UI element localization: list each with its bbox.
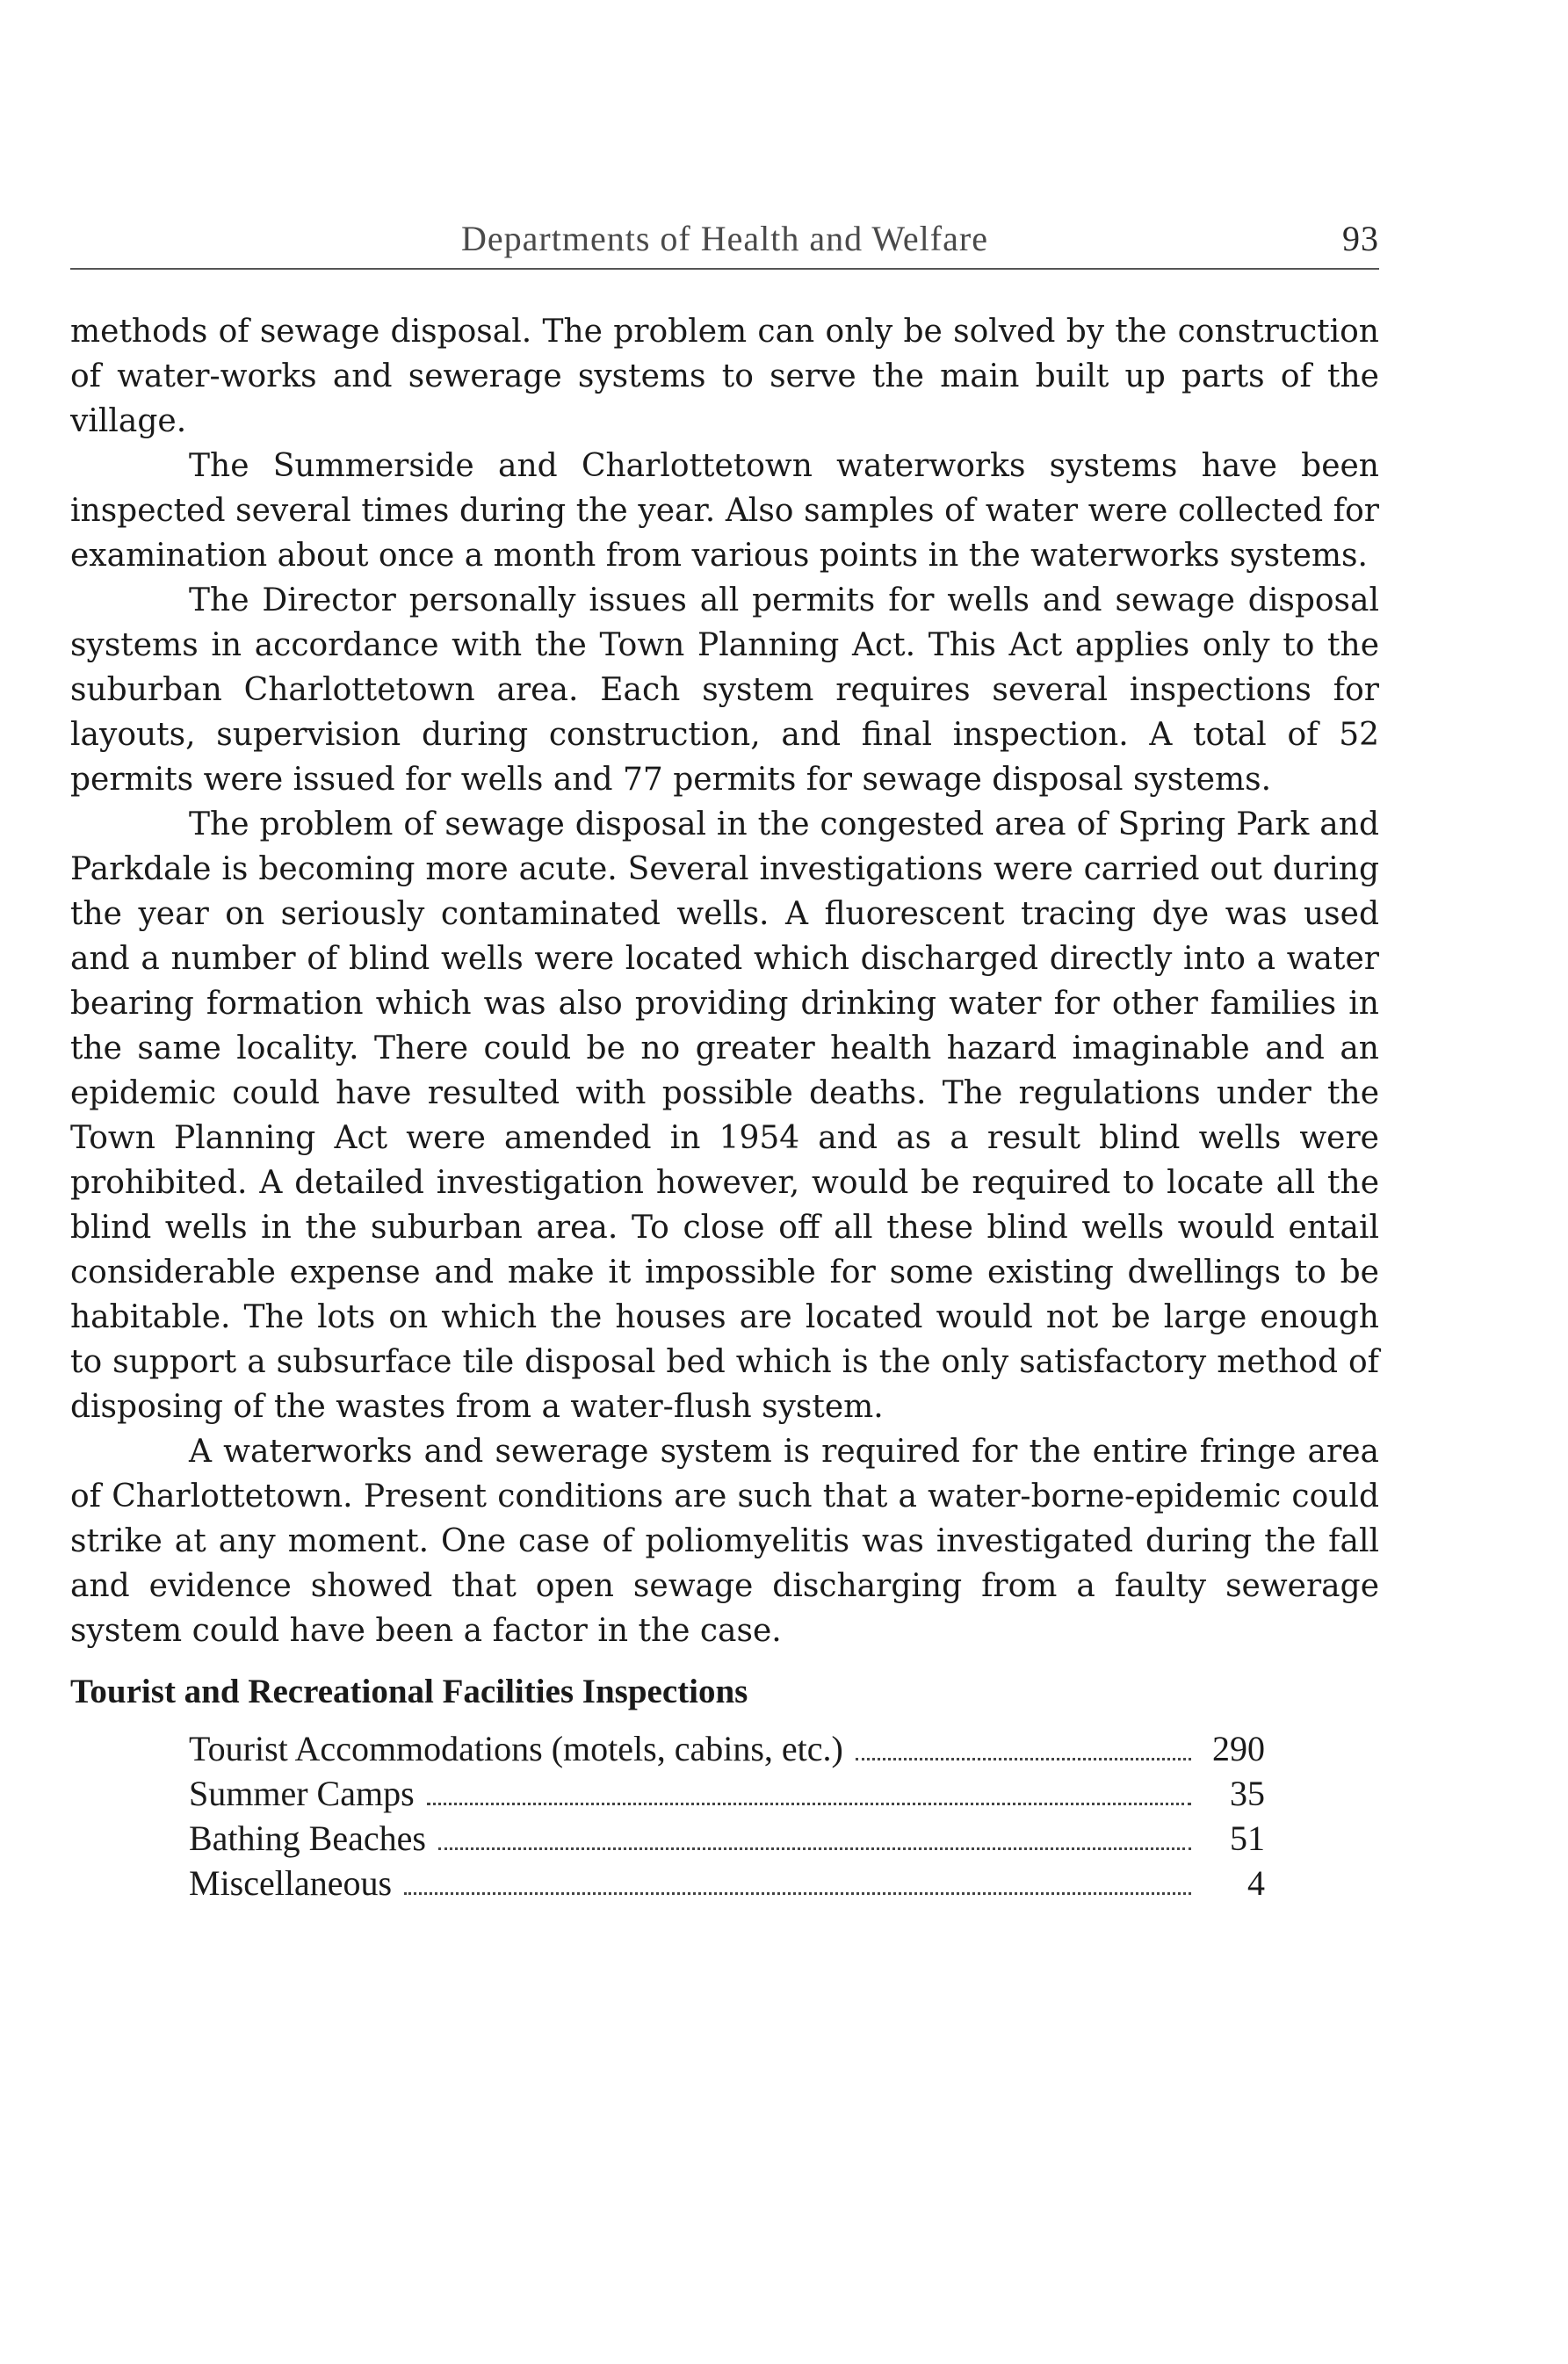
paragraph-permits: The Director personally issues all permits for wells and sewage disposal systems in accordance with the Town Planning Act. This Act applies only to the suburban Charlottetown area. Each system requires several inspections for layouts, supervision during construction, and final inspection. A total of 52 permits were issued for wells and 77 permits for sewage disposal systems. xyxy=(70,582,1379,798)
dot-leader xyxy=(438,1847,1191,1850)
paragraph-sewage-methods: methods of sewage disposal. The problem can only be solved by the construction of water-works and sewerage systems to serve the main built up parts of the village. xyxy=(70,314,1379,439)
dot-leader xyxy=(404,1892,1191,1895)
inspections-list xyxy=(189,1726,1265,1905)
paragraph-fringe-area: A waterworks and sewerage system is required for the entire fringe area of Charlottetown. Present conditions are such that a water-borne-epidemic could strike at any moment. One case of poliomyelitis was investigated during the fall and evidence showed that open sewage discharging from a faulty sewerage system could have been a factor in the case. xyxy=(70,1434,1379,1649)
paragraph-spring-park: The problem of sewage disposal in the congested area of Spring Park and Parkdale is becoming more acute. Several investigations were carried out during the year on seriously contaminated wells. A fluorescent tracing dye was used and a number of blind wells were located which discharged directly into a water bearing formation which was also providing drinking water for other families in the same locality. There could be no greater health hazard imaginable and an epidemic could have resulted with possible deaths. The regulations under the Town Planning Act were amended in 1954 and as a result blind wells were prohibited. A detailed investigation however, would be required to locate all the blind wells in the suburban area. To close off all these blind wells would entail considerable expense and make it impossible for some existing dwellings to be habitable. The lots on which the houses are located would not be large enough to support a subsurface tile disposal bed which is the only satisfactory method of disposing of the wastes from a water-flush system. xyxy=(70,806,1379,1425)
inspection-count: 51 xyxy=(1230,1818,1265,1858)
header-rule xyxy=(70,268,1379,270)
page-header xyxy=(70,218,1379,271)
inspection-count: 4 xyxy=(1247,1863,1265,1903)
inspection-count: 35 xyxy=(1230,1774,1265,1813)
section-heading: Tourist and Recreational Facilities Inspections xyxy=(70,1673,748,1710)
running-title: Departments of Health and Welfare xyxy=(461,219,988,258)
inspection-row xyxy=(189,1771,1265,1816)
inspection-row xyxy=(189,1861,1265,1905)
inspection-count: 290 xyxy=(1212,1729,1265,1768)
inspection-label: Miscellaneous xyxy=(189,1863,393,1903)
dot-leader xyxy=(427,1803,1191,1805)
inspection-label: Bathing Beaches xyxy=(189,1818,426,1858)
page-number: 93 xyxy=(1342,219,1379,258)
inspection-row xyxy=(189,1726,1265,1771)
inspection-label: Summer Camps xyxy=(189,1774,415,1813)
body-text xyxy=(70,309,1379,1905)
paragraph-waterworks-inspection: The Summerside and Charlottetown waterworks systems have been inspected several times during the year. Also samples of water were collected for examination about once a month from various points in the waterworks systems. xyxy=(70,448,1379,574)
inspection-label: Tourist Accommodations (motels, cabins, etc.) xyxy=(189,1729,843,1768)
inspection-row xyxy=(189,1816,1265,1861)
dot-leader xyxy=(856,1758,1191,1760)
